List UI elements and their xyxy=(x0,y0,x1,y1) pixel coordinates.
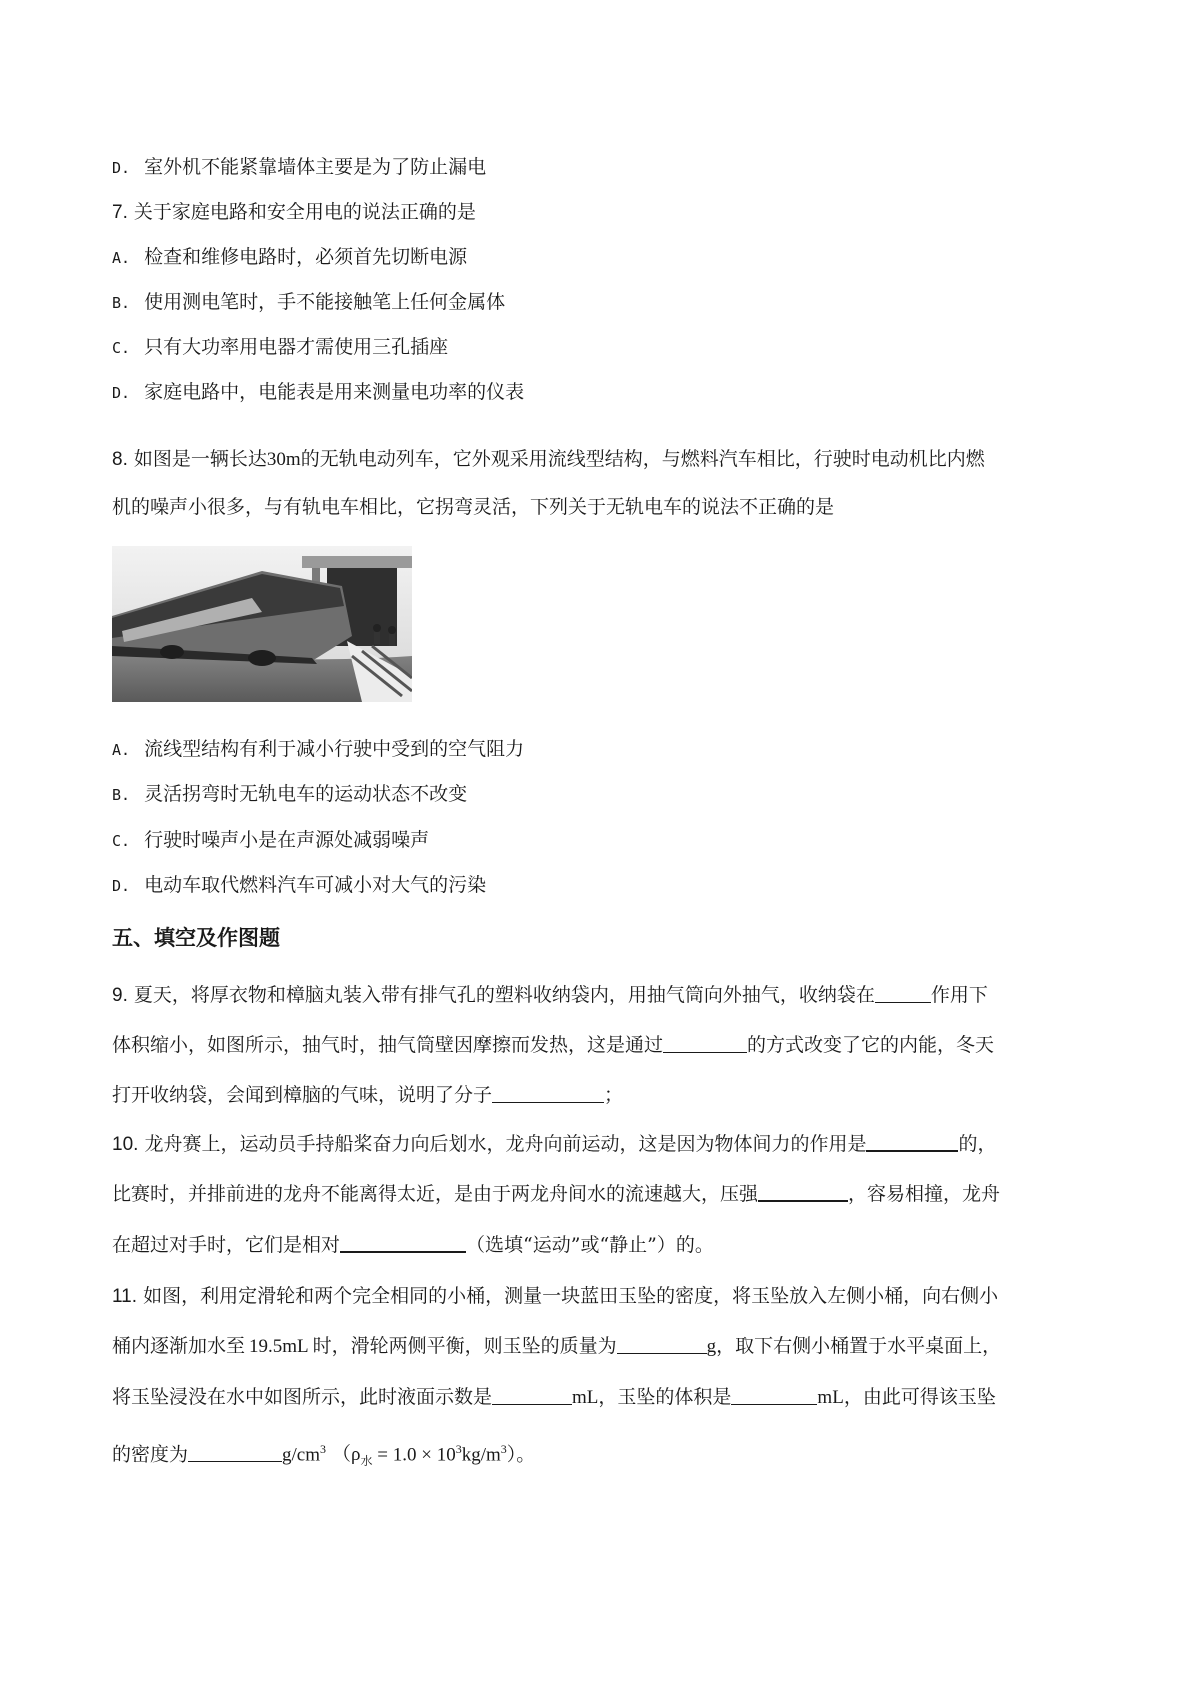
question-text: 时，滑轮两侧平衡，则玉坠的质量为 xyxy=(312,1335,617,1357)
formula-text: （ρ xyxy=(332,1444,361,1466)
question-number: 11. xyxy=(112,1286,138,1307)
question-text: 将玉坠浸没在水中如图所示，此时液面示数是 xyxy=(112,1386,493,1408)
unit-text: mL xyxy=(817,1387,844,1408)
question-text: 30m xyxy=(266,449,301,470)
q10-line2 xyxy=(112,1182,1102,1206)
question-text: ，玉坠的体积是 xyxy=(598,1386,732,1408)
option-letter: B. xyxy=(112,786,131,804)
question-text: 19.5mL xyxy=(249,1336,309,1357)
option-text: 使用测电笔时，手不能接触笔上任何金属体 xyxy=(144,291,506,313)
question-text: ，取下右侧小桶置于水平桌面上， xyxy=(716,1335,1002,1357)
q11-line4 xyxy=(112,1437,1102,1473)
q7-option-a xyxy=(112,245,1102,270)
question-number: 8. xyxy=(112,449,128,470)
formula-exponent: 3 xyxy=(455,1442,462,1456)
q8-stem-line1 xyxy=(112,447,1102,472)
question-text: 的， xyxy=(958,1133,997,1155)
q8-stem-line2 xyxy=(112,495,1102,519)
q10-line3 xyxy=(112,1233,1102,1257)
q8-option-c xyxy=(112,828,1102,853)
option-letter: A. xyxy=(112,249,131,267)
question-text: 作用下 xyxy=(930,984,988,1006)
q11-line1 xyxy=(112,1284,1102,1309)
question-text: ）。 xyxy=(506,1443,536,1466)
section-title: 五、填空及作图题 xyxy=(112,926,280,950)
answer-blank[interactable] xyxy=(866,1132,958,1152)
tram-photo-icon xyxy=(112,546,412,702)
q7-option-d xyxy=(112,380,1102,405)
option-text: 灵活拐弯时无轨电车的运动状态不改变 xyxy=(144,783,468,805)
question-text: 在超过对手时，它们是相对 xyxy=(112,1234,341,1256)
question-text: ； xyxy=(604,1084,624,1106)
answer-blank[interactable] xyxy=(340,1233,466,1253)
question-number: 10. xyxy=(112,1134,139,1155)
question-text: 如图，利用定滑轮和两个完全相同的小桶，测量一块蓝田玉坠的密度，将玉坠放入左侧小桶，向右侧小 xyxy=(143,1285,999,1307)
answer-blank[interactable] xyxy=(188,1443,282,1462)
formula-exponent: 3 xyxy=(500,1442,507,1456)
unit-exponent: 3 xyxy=(320,1442,327,1456)
answer-blank[interactable] xyxy=(731,1386,817,1405)
q7-stem xyxy=(112,200,1102,225)
answer-blank[interactable] xyxy=(492,1386,572,1405)
question-text: 如图是一辆长达 xyxy=(133,448,267,470)
q10-line1 xyxy=(112,1132,1102,1157)
q8-option-d xyxy=(112,873,1102,898)
option-letter: C. xyxy=(112,832,131,850)
unit-text: mL xyxy=(572,1387,599,1408)
option-text: 检查和维修电路时，必须首先切断电源 xyxy=(144,246,468,268)
option-text: 行驶时噪声小是在声源处减弱噪声 xyxy=(144,829,430,851)
question-text: ，由此可得该玉坠 xyxy=(843,1386,996,1408)
question-text: 夏天，将厚衣物和樟脑丸装入带有排气孔的塑料收纳袋内，用抽气筒向外抽气，收纳袋在 xyxy=(133,984,875,1006)
option-text: 只有大功率用电器才需使用三孔插座 xyxy=(144,336,449,358)
question-text: ，容易相撞，龙舟 xyxy=(848,1183,1001,1205)
q11-line2 xyxy=(112,1334,1102,1359)
option-letter: D. xyxy=(112,159,131,177)
formula-text: kg/m xyxy=(461,1444,501,1466)
q6-option-d xyxy=(112,155,1102,180)
unit-text: g/cm xyxy=(282,1444,321,1466)
option-letter: D. xyxy=(112,384,131,402)
option-letter: D. xyxy=(112,877,131,895)
question-text: 打开收纳袋，会闻到樟脑的气味，说明了分子 xyxy=(112,1084,493,1106)
answer-blank[interactable] xyxy=(617,1335,707,1354)
tram-photo xyxy=(112,546,412,702)
question-number: 9. xyxy=(112,985,128,1006)
q9-line3 xyxy=(112,1083,1102,1107)
q7-option-c xyxy=(112,335,1102,360)
answer-blank[interactable] xyxy=(875,984,931,1003)
option-text: 流线型结构有利于减小行驶中受到的空气阻力 xyxy=(144,738,525,760)
q9-line2 xyxy=(112,1033,1102,1057)
question-text: 体积缩小，如图所示，抽气时，抽气筒壁因摩擦而发热，这是通过 xyxy=(112,1034,664,1056)
question-text: 的方式改变了它的内能，冬天 xyxy=(747,1034,995,1056)
answer-blank[interactable] xyxy=(492,1084,604,1103)
q11-line3 xyxy=(112,1385,1102,1410)
question-text: 桶内逐渐加水至 xyxy=(112,1335,246,1357)
formula-text: = 1.0 × 10 xyxy=(372,1444,456,1466)
option-text: 电动车取代燃料汽车可减小对大气的污染 xyxy=(144,874,487,896)
question-text: （选填“运动”或“静止”）的。 xyxy=(466,1234,714,1256)
q9-line1 xyxy=(112,983,1102,1008)
answer-blank[interactable] xyxy=(663,1034,747,1053)
option-text: 室外机不能紧靠墙体主要是为了防止漏电 xyxy=(144,156,487,178)
question-text: 关于家庭电路和安全用电的说法正确的是 xyxy=(133,201,476,223)
option-letter: A. xyxy=(112,741,131,759)
unit-text: g xyxy=(706,1336,717,1357)
answer-blank[interactable] xyxy=(758,1182,848,1202)
question-text: 比赛时，并排前进的龙舟不能离得太近，是由于两龙舟间水的流速越大，压强 xyxy=(112,1183,759,1205)
q8-option-b xyxy=(112,782,1102,807)
question-number: 7. xyxy=(112,202,128,223)
q8-option-a xyxy=(112,737,1102,762)
option-letter: B. xyxy=(112,294,131,312)
question-text: 的密度为 xyxy=(112,1443,189,1466)
question-text: 机的噪声小很多，与有轨电车相比，它拐弯灵活，下列关于无轨电车的说法不正确的是 xyxy=(112,496,835,518)
option-text: 家庭电路中，电能表是用来测量电功率的仪表 xyxy=(144,381,525,403)
formula-subscript: 水 xyxy=(360,1454,373,1469)
option-letter: C. xyxy=(112,339,131,357)
question-text: 的无轨电动列车，它外观采用流线型结构，与燃料汽车相比，行驶时电动机比内燃 xyxy=(300,448,985,470)
question-text: 龙舟赛上，运动员手持船桨奋力向后划水，龙舟向前运动，这是因为物体间力的作用是 xyxy=(144,1133,867,1155)
q7-option-b xyxy=(112,290,1102,315)
